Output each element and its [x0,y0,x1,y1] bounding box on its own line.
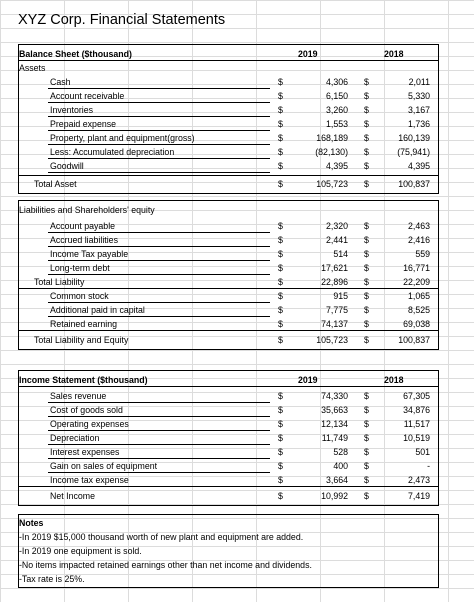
income-row-currency-2018: $ [364,405,369,415]
income-row-label: Income tax expense [50,475,129,485]
asset-row-value-2019: 3,260 [325,105,348,115]
liability-row-value-2018: 16,771 [403,263,430,273]
liability-row-value-2019: 2,441 [325,235,348,245]
asset-row-label: Prepaid expense [50,119,117,129]
liabilities-header: Liabilities and Shareholders' equity [19,205,155,215]
asset-row-value-2018: 5,330 [407,91,430,101]
asset-row-label: Less: Accumulated depreciation [50,147,175,157]
income-row-currency-2018: $ [364,447,369,457]
total-asset-currency-2018: $ [364,179,369,189]
note-item: -In 2019 one equipment is sold. [19,546,142,556]
income-row-currency-2019: $ [278,461,283,471]
liability-row-label: Accrued liabilities [50,235,118,245]
income-row-currency-2019: $ [278,419,283,429]
notes-border [18,514,439,588]
asset-row-currency-2018: $ [364,91,369,101]
liability-row-value-2018: 2,416 [407,235,430,245]
asset-row-currency-2018: $ [364,119,369,129]
income-row-value-2018: 10,519 [403,433,430,443]
total-liability-label: Total Liability [34,277,85,287]
asset-row-currency-2018: $ [364,161,369,171]
note-item: -Tax rate is 25%. [19,574,85,584]
asset-row-currency-2019: $ [278,77,283,87]
equity-row-currency-2019: $ [278,319,283,329]
net-income-currency-2019: $ [278,491,283,501]
liability-row-label: Long-term debt [50,263,110,273]
equity-row-currency-2019: $ [278,291,283,301]
total-asset-label: Total Asset [34,179,77,189]
liability-row-currency-2019: $ [278,263,283,273]
equity-row-value-2018: 69,038 [403,319,430,329]
equity-row-label: Retained earning [50,319,118,329]
liability-row-value-2019: 17,621 [321,263,348,273]
income-row-value-2018: 501 [415,447,430,457]
income-row-value-2019: 12,134 [321,419,348,429]
asset-row-currency-2019: $ [278,147,283,157]
equity-row-currency-2018: $ [364,319,369,329]
income-row-currency-2019: $ [278,433,283,443]
assets-label: Assets [19,63,46,73]
total-asset-value-2018: 100,837 [398,179,430,189]
asset-row-label: Goodwill [50,161,84,171]
liability-row-currency-2018: $ [364,221,369,231]
liability-row-currency-2019: $ [278,249,283,259]
is-year-2018: 2018 [384,375,404,385]
income-row-value-2019: 74,330 [321,391,348,401]
total-liab-equity-currency-2018: $ [364,335,369,345]
asset-row-value-2018: 160,139 [398,133,430,143]
liability-row-currency-2019: $ [278,221,283,231]
income-row-currency-2018: $ [364,461,369,471]
income-row-value-2018: 34,876 [403,405,430,415]
liability-row-currency-2018: $ [364,249,369,259]
income-row-currency-2019: $ [278,475,283,485]
note-item: -No items impacted retained earnings other than net income and dividends. [19,560,312,570]
total-liability-value-2018: 22,209 [403,277,430,287]
liability-row-label: Account payable [50,221,116,231]
bs-year-2019: 2019 [298,49,318,59]
notes-header: Notes [19,518,44,528]
asset-row-currency-2018: $ [364,77,369,87]
total-liab-equity-label: Total Liability and Equity [34,335,129,345]
asset-row-value-2018: 4,395 [407,161,430,171]
net-income-currency-2018: $ [364,491,369,501]
income-row-value-2019: 35,663 [321,405,348,415]
asset-row-value-2018: (75,941) [397,147,430,157]
income-row-value-2019: 3,664 [325,475,348,485]
assets-border [18,44,439,194]
note-item: -In 2019 $15,000 thousand worth of new plant and equipment are added. [19,532,304,542]
equity-row-value-2019: 915 [333,291,348,301]
income-row-value-2019: 528 [333,447,348,457]
liability-row-currency-2018: $ [364,235,369,245]
income-statement-header: Income Statement ($thousand) [19,375,148,385]
asset-row-value-2019: (82,130) [315,147,348,157]
net-income-value-2019: 10,992 [321,491,348,501]
equity-row-currency-2018: $ [364,291,369,301]
liability-row-currency-2019: $ [278,235,283,245]
liability-row-currency-2018: $ [364,263,369,273]
asset-row-label: Account receivable [50,91,125,101]
total-asset-value-2019: 105,723 [316,179,348,189]
page-title: XYZ Corp. Financial Statements [18,12,226,28]
equity-row-value-2018: 8,525 [407,305,430,315]
asset-row-currency-2018: $ [364,133,369,143]
asset-row-value-2019: 4,306 [325,77,348,87]
equity-row-label: Common stock [50,291,109,301]
equity-row-value-2019: 74,137 [321,319,348,329]
liability-row-value-2019: 514 [333,249,348,259]
income-row-value-2018: - [427,461,430,471]
asset-row-currency-2019: $ [278,105,283,115]
asset-row-currency-2019: $ [278,91,283,101]
liabilities-border [18,200,439,350]
total-liability-currency-2018: $ [364,277,369,287]
income-row-currency-2019: $ [278,405,283,415]
equity-row-value-2018: 1,065 [407,291,430,301]
income-row-value-2019: 400 [333,461,348,471]
asset-row-value-2019: 168,189 [316,133,348,143]
income-row-label: Gain on sales of equipment [50,461,158,471]
asset-row-value-2018: 1,736 [407,119,430,129]
income-row-value-2018: 2,473 [407,475,430,485]
asset-row-currency-2019: $ [278,119,283,129]
asset-row-value-2018: 2,011 [408,77,430,87]
total-liability-currency-2019: $ [278,277,283,287]
equity-row-value-2019: 7,775 [325,305,348,315]
asset-row-currency-2019: $ [278,133,283,143]
asset-row-label: Property, plant and equipment(gross) [50,133,195,143]
asset-row-value-2019: 4,395 [325,161,348,171]
income-row-value-2018: 67,305 [403,391,430,401]
total-asset-currency-2019: $ [278,179,283,189]
equity-row-label: Additional paid in capital [50,305,145,315]
equity-row-currency-2019: $ [278,305,283,315]
asset-row-currency-2018: $ [364,147,369,157]
income-row-value-2019: 11,749 [321,433,348,443]
liability-row-label: Income Tax payable [50,249,129,259]
total-liab-equity-currency-2019: $ [278,335,283,345]
income-row-currency-2018: $ [364,419,369,429]
total-liab-equity-value-2019: 105,723 [316,335,348,345]
income-row-value-2018: 11,517 [403,419,430,429]
income-row-currency-2018: $ [364,391,369,401]
asset-row-currency-2018: $ [364,105,369,115]
equity-row-currency-2018: $ [364,305,369,315]
income-row-label: Interest expenses [50,447,120,457]
asset-row-label: Inventories [50,105,94,115]
income-row-label: Sales revenue [50,391,107,401]
liability-row-value-2018: 2,463 [407,221,430,231]
total-liability-value-2019: 22,896 [321,277,348,287]
income-row-currency-2018: $ [364,433,369,443]
income-row-currency-2018: $ [364,475,369,485]
income-row-label: Operating expenses [50,419,129,429]
income-row-label: Cost of goods sold [50,405,123,415]
net-income-label: Net Income [50,491,95,501]
income-row-label: Depreciation [50,433,100,443]
total-liab-equity-value-2018: 100,837 [398,335,430,345]
asset-row-value-2019: 6,150 [325,91,348,101]
bs-year-2018: 2018 [384,49,404,59]
income-row-currency-2019: $ [278,391,283,401]
is-year-2019: 2019 [298,375,318,385]
income-row-currency-2019: $ [278,447,283,457]
liability-row-value-2019: 2,320 [325,221,348,231]
liability-row-value-2018: 559 [415,249,430,259]
asset-row-value-2019: 1,553 [325,119,348,129]
asset-row-value-2018: 3,167 [407,105,430,115]
net-income-value-2018: 7,419 [407,491,430,501]
income-border [18,370,439,506]
asset-row-currency-2019: $ [278,161,283,171]
asset-row-label: Cash [50,77,71,87]
balance-sheet-header: Balance Sheet ($thousand) [19,49,132,59]
